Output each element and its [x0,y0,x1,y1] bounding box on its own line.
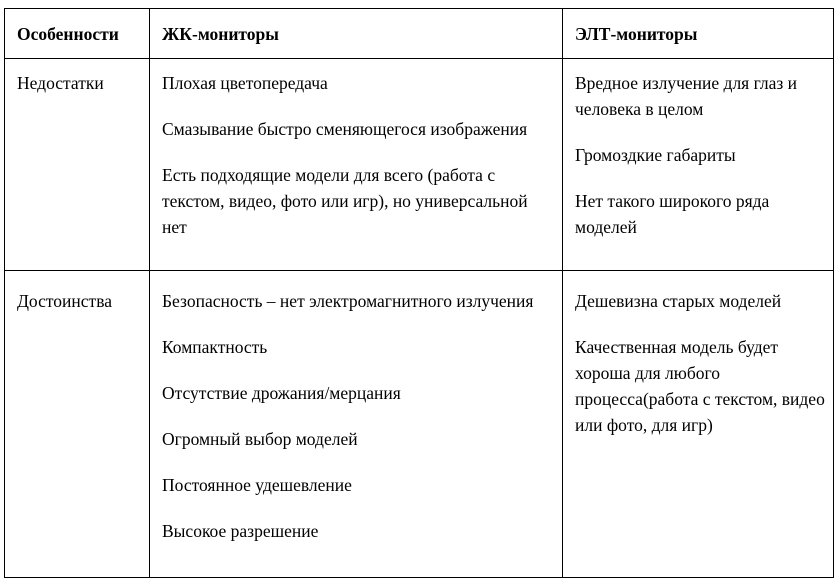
header-lcd [150,9,563,59]
feature-label: Достоинства [17,291,113,311]
list-item: Компактность [162,337,268,357]
feature-label: Недостатки [17,73,104,93]
list-item: Постоянное удешевление [162,475,352,495]
header-features [5,9,150,59]
header-features-label: Особенности [17,23,119,44]
list-item: Смазывание быстро сменяющегося изображения [162,119,528,139]
header-crt-label: ЭЛТ-мониторы [575,23,698,44]
cell-crt-disadvantages [563,59,834,271]
list-item: Огромный выбор моделей [162,429,358,449]
list-item: Дешевизна старых моделей [575,291,782,311]
list-item: Есть подходящие модели для всего (работа с текстом, видео, фото или игр), но универсальной нет [162,165,528,237]
table-row-advantages [5,271,834,578]
list-item: Безопасность – нет электромагнитного излучения [162,291,534,311]
cell-lcd-advantages [150,271,563,578]
cell-feature-disadvantages [5,59,150,271]
header-row [5,9,834,59]
list-item: Качественная модель будет хороша для любого процесса(работа с текстом, видео или фото, для игр) [575,337,825,435]
list-item: Вредное излучение для глаз и человека в целом [575,73,798,119]
cell-crt-advantages [563,271,834,578]
list-item: Нет такого широкого ряда моделей [575,191,770,237]
table-row-disadvantages [5,59,834,271]
cell-lcd-disadvantages [150,59,563,271]
header-crt [563,9,834,59]
comparison-table [4,8,834,578]
list-item: Плохая цветопередача [162,73,328,93]
list-item: Громоздкие габариты [575,145,736,165]
list-item: Высокое разрешение [162,521,319,541]
list-item: Отсутствие дрожания/мерцания [162,383,401,403]
header-lcd-label: ЖК-мониторы [162,23,279,44]
cell-feature-advantages [5,271,150,578]
